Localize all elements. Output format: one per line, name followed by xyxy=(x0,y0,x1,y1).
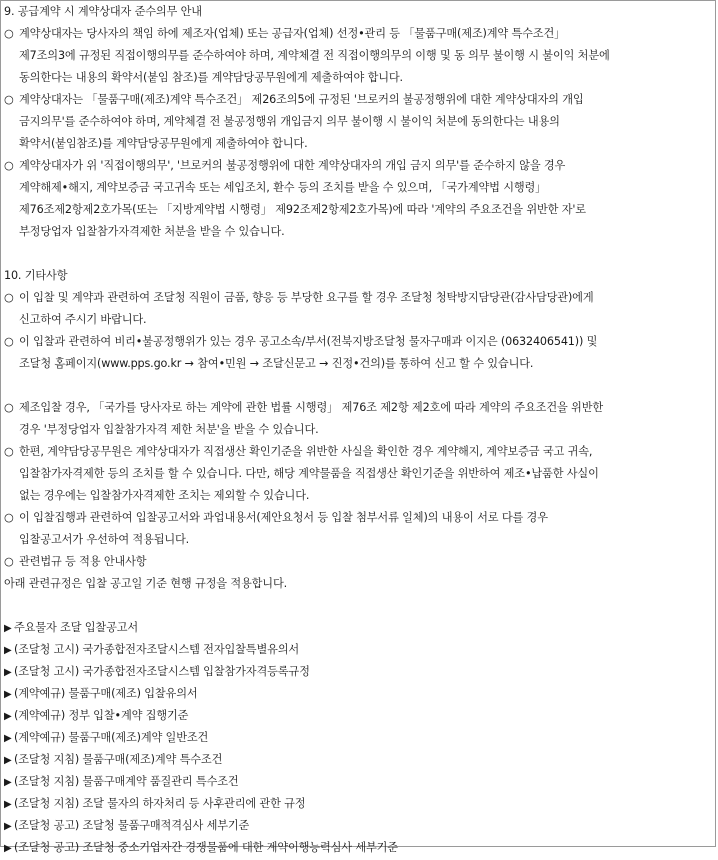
bullet-circle-icon: ○ xyxy=(4,511,14,524)
bullet-circle-icon: ○ xyxy=(4,555,14,568)
section-10-item-3-line-2: 경우 '부정당업자 입찰참가자격 제한 처분'을 받을 수 있습니다. xyxy=(19,423,319,436)
bullet-circle-icon: ○ xyxy=(4,445,14,458)
bullet-circle-icon: ○ xyxy=(4,159,14,172)
regulations-list xyxy=(4,617,716,859)
section-9-item-3-line-1: ○ 계약상대자가 위 '직접이행의무', '브로커의 불공정행위에 대한 계약상대자의 개입 금지 의무'를 준수하지 않을 경우 xyxy=(4,155,716,177)
regulation-item: ▶ (계약예규) 물품구매(제조) 입찰유의서 xyxy=(4,683,716,705)
section-9-item-3-line-3: 제76조제2항제2호가목(또는 「지방계약법 시행령」 제92조제2항제2호가목)에 따라 '계약의 주요조건을 위반한 자'로 xyxy=(19,203,586,216)
regulation-item: ▶ (조달청 지침) 물품구매계약 품질관리 특수조건 xyxy=(4,771,716,793)
section-9-item-1-line-3: 동의한다는 내용의 확약서(붙임 참조)를 계약담당공무원에게 제출하여야 합니다. xyxy=(19,71,403,84)
section-9-item-2-line-3: 확약서(붙임참조)를 계약담당공무원에게 제출하여야 합니다. xyxy=(19,137,308,150)
bullet-circle-icon: ○ xyxy=(4,291,14,304)
triangle-right-icon: ▶ xyxy=(4,777,12,788)
section-10-item-2-line-2: 조달청 홈페이지(www.pps.go.kr → 참여•민원 → 조달신문고 → 진정•건의)를 통하여 신고 할 수 있습니다. xyxy=(19,357,534,370)
triangle-right-icon: ▶ xyxy=(4,755,12,766)
section-10-item-4-line-1: ○ 한편, 계약담당공무원은 계약상대자가 직접생산 확인기준을 위반한 사실을 확인한 경우 계약해지, 계약보증금 국고 귀속, xyxy=(4,441,716,463)
section-10-item-4-line-2: 입찰참가자격제한 등의 조치를 할 수 있습니다. 다만, 해당 계약물품을 직접생산 확인기준을 위반하여 제조•납품한 사실이 xyxy=(19,467,599,480)
section-10-item-3-line-1: ○ 제조입찰 경우, 「국가를 당사자로 하는 계약에 관한 법률 시행령」 제76조 제2항 제2호에 따라 계약의 주요조건을 위반한 xyxy=(4,397,716,419)
spacer xyxy=(4,595,716,617)
triangle-right-icon: ▶ xyxy=(4,733,12,744)
section-10-item-1-line-2: 신고하여 주시기 바랍니다. xyxy=(19,313,147,326)
regulation-item: ▶ (조달청 공고) 조달청 물품구매적격심사 세부기준 xyxy=(4,815,716,837)
bullet-circle-icon: ○ xyxy=(4,27,14,40)
section-9-item-1-line-2: 제7조의3에 규정된 직접이행의무를 준수하여야 하며, 계약체결 전 직접이행의무의 이행 및 동 의무 불이행 시 불이익 처분에 xyxy=(19,49,610,62)
triangle-right-icon: ▶ xyxy=(4,711,12,722)
section-10-item-2-line-1: ○ 이 입찰과 관련하여 비리•불공정행위가 있는 경우 공고소속/부서(전북지방조달청 물자구매과 이지은 (0632406541)) 및 xyxy=(4,331,716,353)
spacer xyxy=(4,375,716,397)
section-10-title: 10. 기타사항 xyxy=(4,269,68,282)
triangle-right-icon: ▶ xyxy=(4,689,12,700)
section-9-item-3-line-4: 부정당업자 입찰참가자격제한 처분을 받을 수 있습니다. xyxy=(19,225,285,238)
section-10-item-5-line-2: 입찰공고서가 우선하여 적용됩니다. xyxy=(19,533,190,546)
triangle-right-icon: ▶ xyxy=(4,821,12,832)
section-10-item-6: ○ 관련법규 등 적용 안내사항 xyxy=(4,551,716,573)
section-10-item-4-line-3: 없는 경우에는 입찰참가자격제한 조치는 제외할 수 있습니다. xyxy=(19,489,310,502)
document-body xyxy=(4,1,716,859)
bullet-circle-icon: ○ xyxy=(4,335,14,348)
bullet-circle-icon: ○ xyxy=(4,401,14,414)
regulation-item: ▶ 주요물자 조달 입찰공고서 xyxy=(4,617,716,639)
regulation-item: ▶ (조달청 고시) 국가종합전자조달시스템 입찰참가자격등록규정 xyxy=(4,661,716,683)
triangle-right-icon: ▶ xyxy=(4,799,12,810)
section-9-item-3-line-2: 계약해제•해지, 계약보증금 국고귀속 또는 세입조치, 환수 등의 조치를 받을 수 있으며, 「국가계약법 시행령」 xyxy=(19,181,547,194)
regulation-item: ▶ (조달청 지침) 물품구매(제조)계약 특수조건 xyxy=(4,749,716,771)
triangle-right-icon: ▶ xyxy=(4,645,12,656)
spacer xyxy=(4,243,716,265)
section-9-item-2-line-1: ○ 계약상대자는 「물품구매(제조)계약 특수조건」 제26조의5에 규정된 '브로커의 불공정행위에 대한 계약상대자의 개입 xyxy=(4,89,716,111)
regulation-item: ▶ (계약예규) 물품구매(제조)계약 일반조건 xyxy=(4,727,716,749)
bullet-circle-icon: ○ xyxy=(4,93,14,106)
section-10-item-1-line-1: ○ 이 입찰 및 계약과 관련하여 조달청 직원이 금품, 향응 등 부당한 요구를 할 경우 조달청 청탁방지담당관(감사담당관)에게 xyxy=(4,287,716,309)
regulation-item: ▶ (조달청 지침) 조달 물자의 하자처리 등 사후관리에 관한 규정 xyxy=(4,793,716,815)
regulation-item: ▶ (계약예규) 정부 입찰•계약 집행기준 xyxy=(4,705,716,727)
section-9-title: 9. 공급계약 시 계약상대자 준수의무 안내 xyxy=(4,5,202,18)
section-10-item-5-line-1: ○ 이 입찰집행과 관련하여 입찰공고서와 과업내용서(제안요청서 등 입찰 첨부서류 일체)의 내용이 서로 다를 경우 xyxy=(4,507,716,529)
triangle-right-icon: ▶ xyxy=(4,667,12,678)
regulation-item: ▶ (조달청 고시) 국가종합전자조달시스템 전자입찰특별유의서 xyxy=(4,639,716,661)
regulations-note: 아래 관련규정은 입찰 공고일 기준 현행 규정을 적용합니다. xyxy=(4,577,288,590)
triangle-right-icon: ▶ xyxy=(4,843,12,854)
triangle-right-icon: ▶ xyxy=(4,623,12,634)
regulation-item: ▶ (조달청 공고) 조달청 중소기업자간 경쟁물품에 대한 계약이행능력심사 세부기준 xyxy=(4,837,716,859)
section-9-item-1-line-1: ○ 계약상대자는 당사자의 책임 하에 제조자(업체) 또는 공급자(업체) 선정•관리 등 「물품구매(제조)계약 특수조건」 xyxy=(4,23,716,45)
section-9-item-2-line-2: 금지의무'를 준수하여야 하며, 계약체결 전 불공정행위 개입금지 의무 불이행 시 불이익 처분에 동의한다는 내용의 xyxy=(19,115,560,128)
